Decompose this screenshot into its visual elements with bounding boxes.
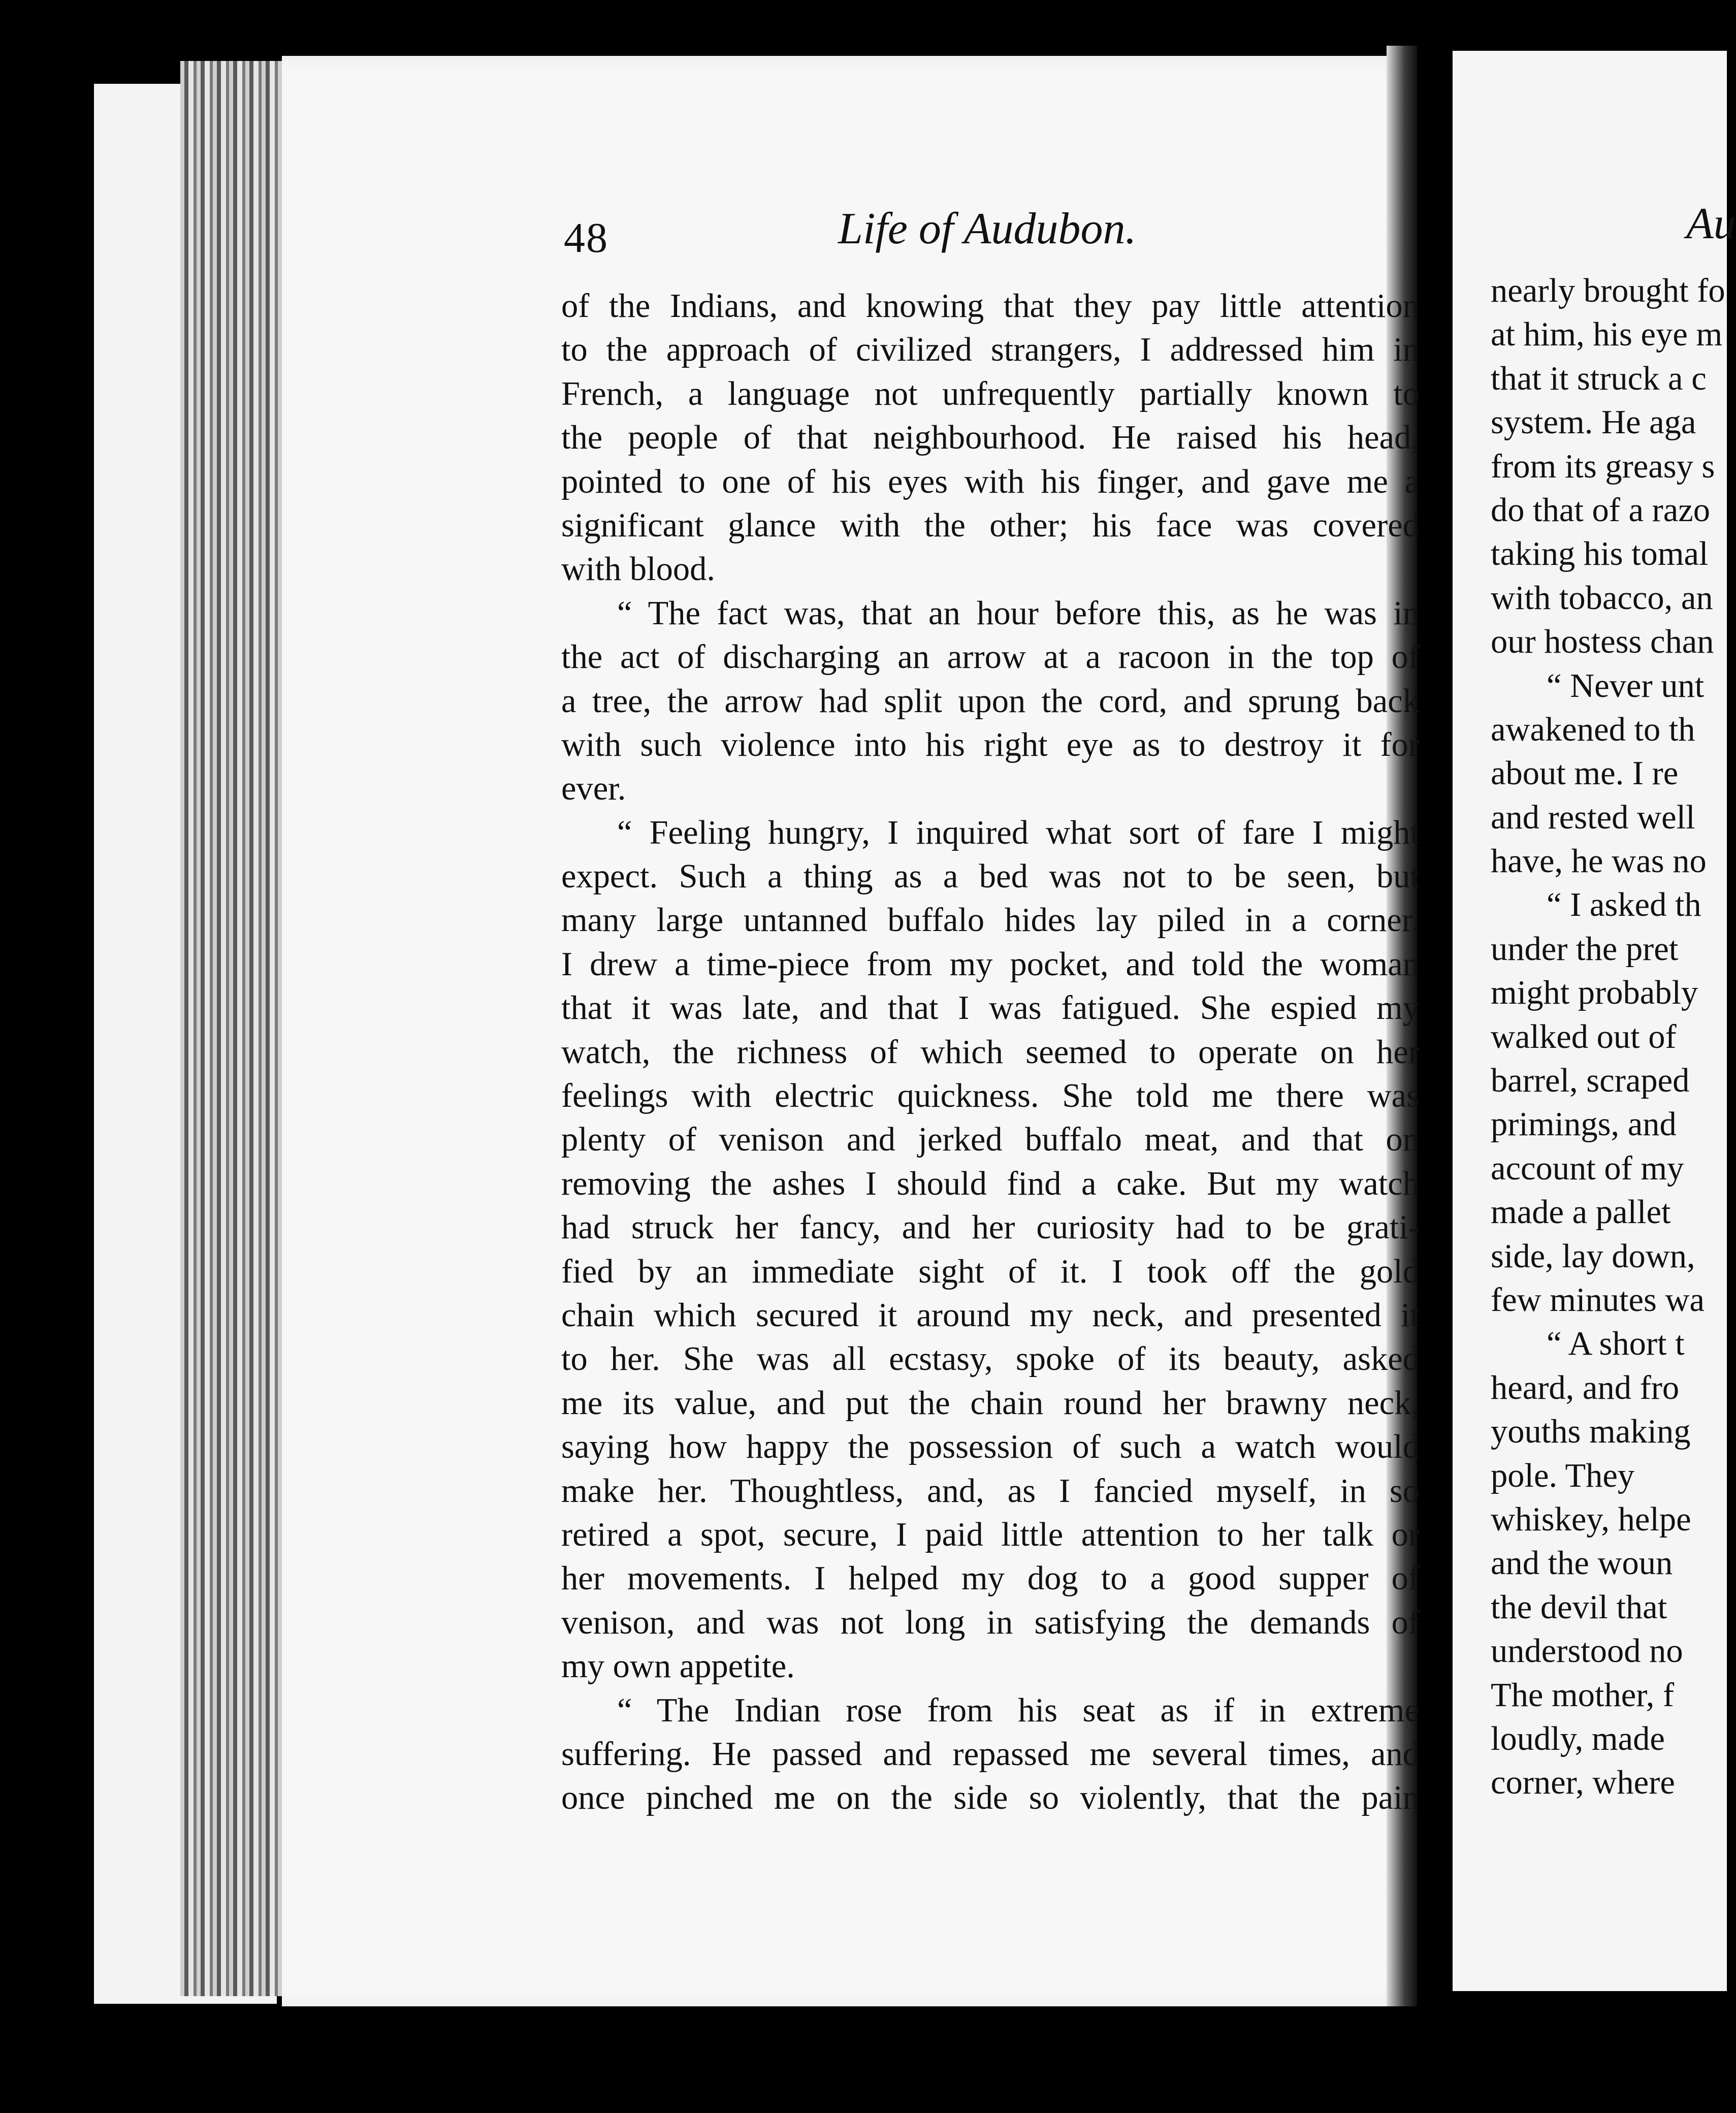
text-line: with tobacco, an	[1491, 579, 1713, 617]
page-number: 48	[564, 214, 608, 262]
text-line: of the Indians, and knowing that they pay little attention	[561, 287, 1420, 325]
text-line: barrel, scraped	[1491, 1062, 1690, 1100]
text-line: French, a language not unfrequently partially known to	[561, 375, 1420, 412]
text-line: The mother, f	[1491, 1676, 1675, 1714]
text-line: “ The Indian rose from his seat as if in extreme	[617, 1691, 1420, 1729]
text-line: “ Never unt	[1547, 667, 1705, 705]
text-line: “ A short t	[1547, 1325, 1685, 1363]
text-line: removing the ashes I should find a cake. But my watch	[561, 1165, 1420, 1202]
text-line: primings, and	[1491, 1106, 1677, 1143]
text-line: had struck her fancy, and her curiosity had to be grati-	[561, 1209, 1420, 1246]
text-line: the devil that	[1491, 1588, 1667, 1626]
text-line: chain which secured it around my neck, and presented it	[561, 1296, 1420, 1334]
text-line: I drew a time-piece from my pocket, and told the woman	[561, 945, 1420, 983]
text-line: suffering. He passed and repassed me several times, and	[561, 1735, 1420, 1773]
text-line: “ I asked th	[1547, 886, 1701, 924]
text-line: venison, and was not long in satisfying the demands of	[561, 1604, 1420, 1641]
text-line: and the woun	[1491, 1545, 1673, 1582]
text-line: with blood.	[561, 551, 715, 588]
text-line: me its value, and put the chain round her brawny neck,	[561, 1384, 1420, 1422]
text-line: youths making	[1491, 1413, 1691, 1451]
text-line: taking his tomal	[1491, 535, 1709, 573]
left-page-text	[561, 284, 1420, 1820]
text-line: the people of that neighbourhood. He raised his head,	[561, 419, 1420, 457]
text-line: might probably	[1491, 974, 1698, 1012]
text-line: make her. Thoughtless, and, as I fancied myself, in so	[561, 1472, 1420, 1510]
text-line: pointed to one of his eyes with his finger, and gave me a	[561, 463, 1420, 500]
text-line: many large untanned buffalo hides lay piled in a corner.	[561, 902, 1420, 939]
text-line: understood no	[1491, 1632, 1683, 1670]
text-line: heard, and fro	[1491, 1369, 1680, 1406]
text-line: do that of a razo	[1491, 491, 1711, 529]
text-line: plenty of venison and jerked buffalo meat, and that on	[561, 1121, 1420, 1159]
text-line: to her. She was all ecstasy, spoke of its beauty, asked	[561, 1340, 1420, 1378]
text-line: under the pret	[1491, 930, 1679, 968]
text-line: my own appetite.	[561, 1648, 795, 1685]
text-line: significant glance with the other; his face was covered	[561, 506, 1420, 544]
text-line: our hostess chan	[1491, 623, 1714, 661]
text-line: few minutes wa	[1491, 1281, 1705, 1319]
text-line: ever.	[561, 770, 626, 808]
text-line: and rested well	[1491, 798, 1695, 836]
page-gap	[1417, 0, 1453, 2113]
text-line: walked out of	[1491, 1018, 1677, 1055]
text-line: watch, the richness of which seemed to operate on her	[561, 1033, 1420, 1071]
text-line: loudly, made	[1491, 1720, 1665, 1757]
text-line: have, he was no	[1491, 843, 1707, 880]
text-line: nearly brought fo	[1491, 272, 1725, 309]
text-line: to the approach of civilized strangers, I addressed him in	[561, 331, 1420, 369]
text-line: side, lay down,	[1491, 1237, 1695, 1275]
text-line: “ Feeling hungry, I inquired what sort of fare I might	[617, 814, 1420, 851]
text-line: once pinched me on the side so violently, that the pain	[561, 1779, 1420, 1817]
text-line: about me. I re	[1491, 755, 1679, 792]
text-line: retired a spot, secure, I paid little attention to her talk or	[561, 1516, 1420, 1553]
text-line: a tree, the arrow had split upon the cord, and sprung back	[561, 682, 1420, 720]
text-line: “ The fact was, that an hour before this, as he was in	[617, 594, 1420, 632]
running-title: Life of Audubon.	[838, 204, 1137, 253]
text-line: her movements. I helped my dog to a good supper of	[561, 1560, 1420, 1597]
text-line: whiskey, helpe	[1491, 1500, 1691, 1538]
text-line: expect. Such a thing as a bed was not to be seen, but	[561, 858, 1420, 895]
right-page-text-clip	[1491, 269, 1727, 1895]
right-page-text	[1491, 269, 1727, 1805]
text-line: feelings with electric quickness. She told me there was	[561, 1077, 1420, 1115]
text-line: fied by an immediate sight of it. I took off the gold	[561, 1253, 1420, 1290]
text-line: at him, his eye m	[1491, 316, 1723, 354]
text-line: from its greasy s	[1491, 447, 1715, 485]
text-line: that it struck a c	[1491, 360, 1707, 397]
text-line: account of my	[1491, 1149, 1684, 1187]
text-line: the act of discharging an arrow at a racoon in the top of	[561, 638, 1420, 676]
text-line: system. He aga	[1491, 404, 1696, 441]
text-line: corner, where	[1491, 1764, 1675, 1802]
text-line: that it was late, and that I was fatigued. She espied my	[561, 989, 1420, 1027]
text-line: with such violence into his right eye as to destroy it for	[561, 726, 1420, 763]
page-edges	[180, 61, 282, 1996]
text-line: awakened to th	[1491, 711, 1695, 748]
text-line: saying how happy the possession of such a watch would	[561, 1428, 1420, 1466]
text-line: pole. They	[1491, 1457, 1635, 1494]
text-line: made a pallet	[1491, 1194, 1671, 1231]
right-running-title: Au	[1686, 199, 1736, 248]
